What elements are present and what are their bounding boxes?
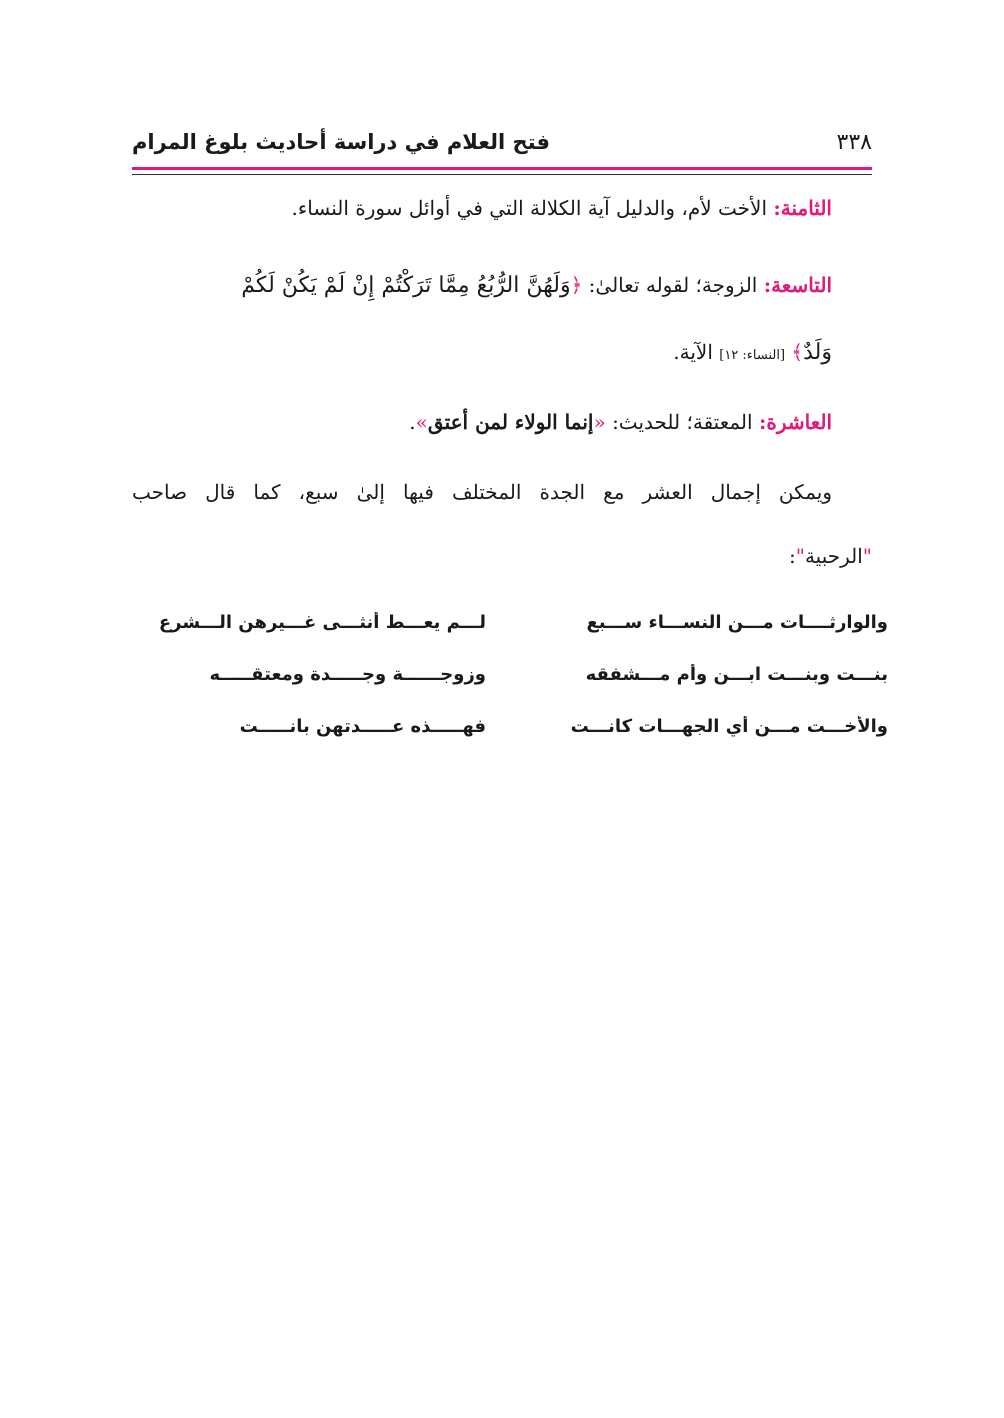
paragraph-text: : xyxy=(789,544,796,568)
poem-first-hemistich: والأخـــت مـــن أي الجهـــات كانـــت xyxy=(570,716,888,737)
paragraph-ninth xyxy=(132,273,832,298)
poem-second-hemistich: وزوجــــــة وجـــــدة ومعتقـــــه xyxy=(209,664,486,685)
header-rule xyxy=(132,174,872,175)
paragraph-text: . xyxy=(409,410,416,434)
poem-first-hemistich: بنـــت وبنـــت ابـــن وأم مـــشفقه xyxy=(585,664,888,685)
paragraph-text: الزوجة؛ لقوله تعالىٰ: xyxy=(588,273,758,297)
paragraph-label: العاشرة: xyxy=(758,410,832,434)
paragraph-eighth xyxy=(132,196,832,220)
page-header xyxy=(132,128,872,164)
quran-reference: [النساء: ١٢] xyxy=(719,348,786,363)
poem-second-hemistich: لـــم يعـــط أنثـــى غـــيرهن الـــشرع xyxy=(158,612,486,633)
header-rule-accent xyxy=(132,167,872,170)
source-name: الرحبية xyxy=(804,544,863,568)
paragraph-text: الأخت لأم، والدليل آية الكلالة التي في أوائل سورة النساء. xyxy=(291,196,767,220)
hadith-text: إنما الولاء لمن أعتق xyxy=(427,410,594,434)
poem-verse xyxy=(116,612,888,642)
quote-close: » xyxy=(415,410,428,434)
quote-open: " xyxy=(862,544,872,568)
quote-close: " xyxy=(795,544,805,568)
poem-second-hemistich: فهـــــذه عـــــدتهن بانـــــت xyxy=(239,716,486,737)
paragraph-label: الثامنة: xyxy=(773,196,832,220)
paragraph-label: التاسعة: xyxy=(763,273,832,297)
paragraph-summary-continued xyxy=(132,544,872,568)
paragraph-text: ويمكن إجمال العشر مع الجدة المختلف فيها إلىٰ سبع، كما قال صاحب xyxy=(132,480,832,504)
quran-open-bracket: ﴿ xyxy=(570,273,583,297)
poem-first-hemistich: والوارثــــات مـــن النســـاء ســـبع xyxy=(586,612,888,633)
quran-verse: وَلَهُنَّ الرُّبُعُ مِمَّا تَرَكْتُمْ إِنْ لَمْ يَكُنْ لَكُمْ xyxy=(241,273,571,298)
book-title: فتح العلام في دراسة أحاديث بلوغ المرام xyxy=(132,130,550,154)
paragraph-summary xyxy=(132,480,832,504)
paragraph-ninth-continued xyxy=(132,340,832,365)
quran-verse-continued: وَلَدٌ xyxy=(803,340,832,365)
quran-close-bracket: ﴾ xyxy=(791,340,804,364)
page-number: ٣٣٨ xyxy=(836,130,872,155)
paragraph-text: المعتقة؛ للحديث: xyxy=(612,410,753,434)
paragraph-tenth xyxy=(132,410,832,434)
paragraph-text: الآية. xyxy=(673,340,713,364)
poem-verse xyxy=(116,716,888,746)
poem-verse xyxy=(116,664,888,694)
quote-open: « xyxy=(593,410,606,434)
